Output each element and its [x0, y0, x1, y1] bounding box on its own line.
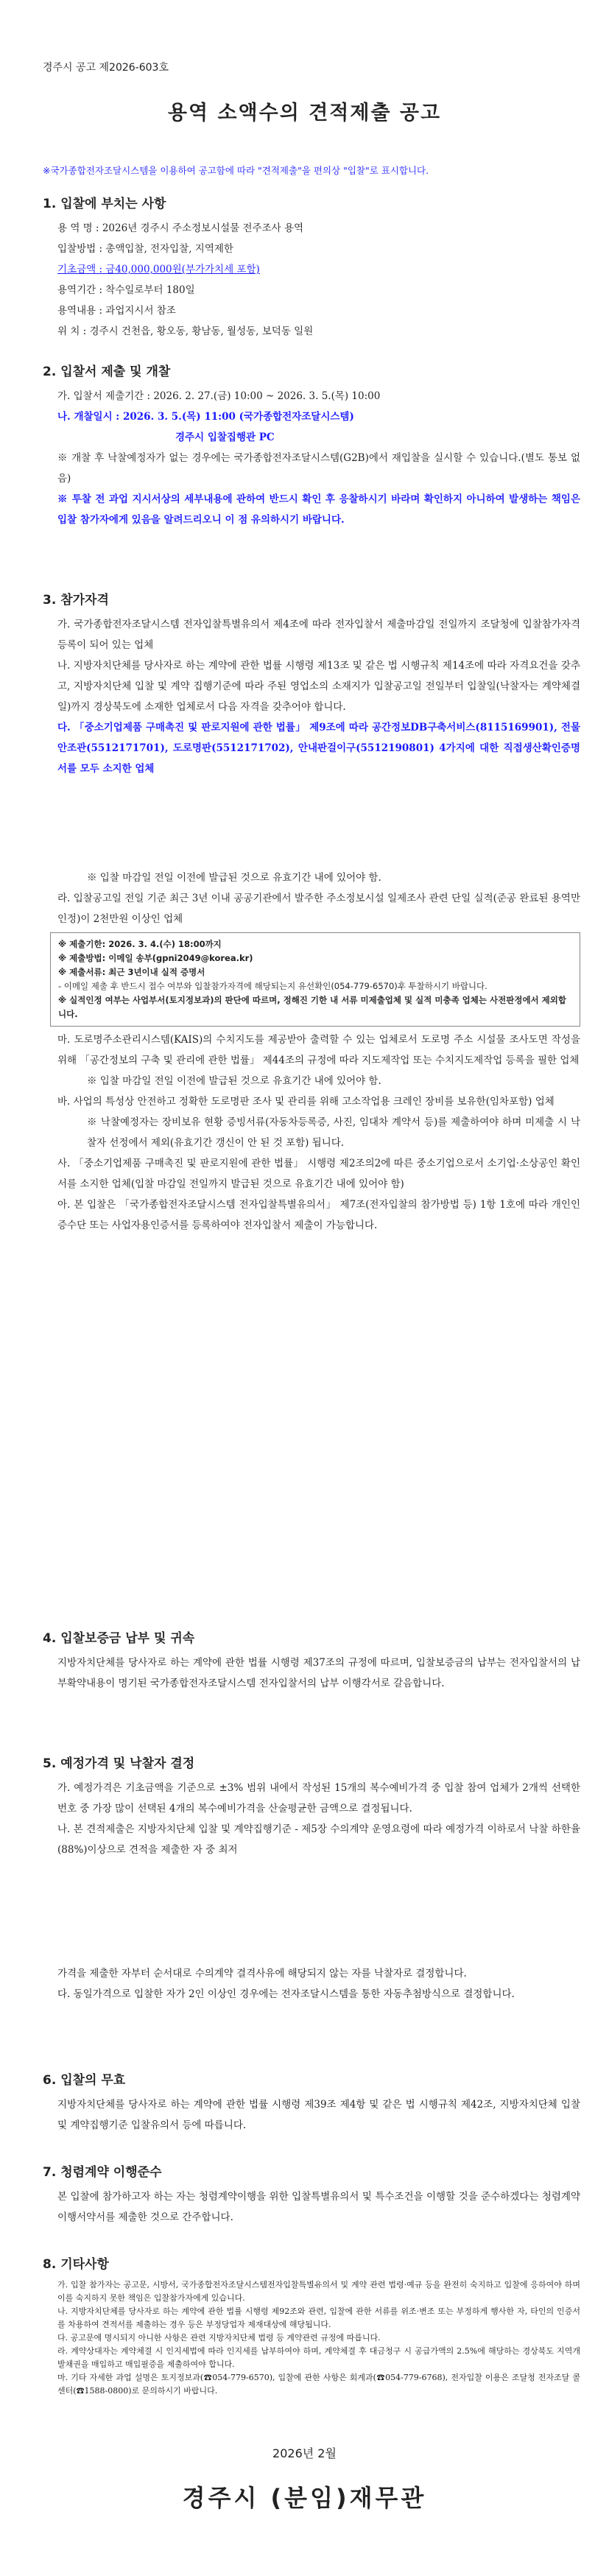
section-heading: 4. 입찰보증금 납부 및 귀속 — [43, 1631, 195, 1646]
list-item — [43, 2278, 580, 2305]
note — [43, 1112, 580, 1153]
item-text: 용역내용 : 과업지시서 참조 — [57, 305, 176, 317]
intro-note: ※국가종합전자조달시스템을 이용하여 공고함에 따라 "견적제출"을 편의상 "입찰"로 표시합니다. — [43, 165, 429, 176]
list-item — [43, 1819, 580, 1860]
section-1 — [43, 193, 580, 342]
box-line: ※ 제출서류: 최근 3년이내 실적 증명서 — [58, 967, 205, 977]
list-item — [43, 239, 580, 259]
note-text: ※ 입찰 마감일 전일 이전에 발급된 것으로 유효기간 내에 있어야 함. — [87, 872, 381, 884]
item-text: 경주시 입찰집행관 PC — [175, 432, 275, 443]
box-line: ※ 제출방법: 이메일 송부(gpni2049@korea.kr) — [58, 953, 253, 963]
item-text: 가. 예정가격은 기초금액을 기준으로 ±3% 범위 내에서 작성된 15개의 복수예비가격 중 입찰 참여 업체가 2개씩 선택한 번호 중 가장 많이 선택된 4개의 복수예비가격을 산술평균한 금액으로 결정됩니다. — [57, 1782, 580, 1815]
box-line: ※ 제출기한: 2026. 3. 4.(수) 18:00까지 — [58, 939, 222, 949]
item-text: 아. 본 입찰은 「국가종합전자조달시스템 전자입찰특별유의서」 제7조(전자입찰의 참가방법 등) 1항 1호에 따라 개인인증수단 또는 사업자용인증서를 등록하여야 전자입찰서 제출이 가능합니다. — [57, 1199, 580, 1231]
paragraph — [43, 1653, 580, 1694]
item-text: 기초금액 : 금40,000,000원(부가가치세 포함) — [57, 264, 260, 275]
list-item — [43, 427, 580, 448]
section-4 — [43, 1627, 580, 1694]
item-text: 마. 기타 자세한 과업 설명은 토지정보과(☎054-779-6570), 입찰에 관한 사항은 회계과(☎054-779-6768), 전자입찰 이용은 조달청 전자조달 콜센터(☎1588-0800)로 문의하시기 바랍니다. — [57, 2373, 580, 2396]
page-title: 용역 소액수의 견적제출 공고 — [167, 102, 442, 124]
section-heading: 3. 참가자격 — [43, 593, 109, 608]
note — [43, 1071, 580, 1091]
list-item — [43, 300, 580, 321]
item-text: 가. 입찰서 제출기간 : 2026. 2. 27.(금) 10:00 ~ 2026. 3. 5.(목) 10:00 — [57, 390, 381, 402]
list-item — [43, 888, 580, 929]
paragraph-text: 본 입찰에 참가하고자 하는 자는 청렴계약이행을 위한 입찰특별유의서 및 특수조건을 이행할 것을 준수하겠다는 청렴계약이행서약서를 제출한 것으로 간주합니다. — [57, 2191, 580, 2223]
item-text: 다. 동일가격으로 입찰한 자가 2인 이상인 경우에는 전자조달시스템을 통한 자동추첨방식으로 결정합니다. — [57, 1988, 515, 2000]
list-item — [43, 386, 580, 407]
paragraph-text: 지방자치단체를 당사자로 하는 계약에 관한 법률 시행령 제39조 제4항 및 같은 법 시행규칙 제42조, 지방자치단체 입찰 및 계약집행기준 입찰유의서 등에 따릅니다. — [57, 2099, 580, 2131]
item-text: 다. 공고문에 명시되지 아니한 사항은 관련 지방자치단체 법령 등 계약관련 규정에 따릅니다. — [57, 2333, 381, 2343]
submission-info-box — [50, 932, 580, 1027]
notice-number: 경주시 공고 제2026-603호 — [43, 62, 169, 74]
list-item — [43, 1778, 580, 1819]
blank-area — [43, 779, 580, 868]
item-text: 바. 사업의 특성상 안전하고 정확한 도로명판 조사 및 관리를 위해 고소작업용 크레인 장비를 보유한(임차포함) 업체 — [57, 1096, 555, 1108]
section-heading: 7. 청렴계약 이행준수 — [43, 2165, 162, 2180]
issuing-organization: 경주시 (분임)재무관 — [182, 2484, 427, 2512]
list-item — [43, 280, 580, 300]
item-text: 용 역 명 : 2026년 경주시 주소정보시설물 전주조사 용역 — [57, 222, 304, 234]
note-text: ※ 투찰 전 과업 지시서상의 세부내용에 관하여 반드시 확인 후 응찰하시기 바라며 확인하지 아니하여 발생하는 책임은 입찰 참가자에게 있음을 알려드리오니 이 점 유의하시기 바랍니다. — [57, 493, 580, 526]
section-6 — [43, 2069, 580, 2136]
list-item — [43, 218, 580, 239]
section-heading: 1. 입찰에 부치는 사항 — [43, 197, 166, 211]
list-item — [43, 259, 580, 280]
section-heading: 6. 입찰의 무효 — [43, 2073, 126, 2088]
section-heading: 2. 입찰서 제출 및 개찰 — [43, 365, 171, 379]
section-heading: 5. 예정가격 및 낙찰자 결정 — [43, 1756, 195, 1771]
item-text: 나. 지방자치단체를 당사자로 하는 계약에 관한 법률 시행령 제92조와 관련, 입찰에 관한 서류를 위조·변조 또는 부정하게 행사한 자, 타인의 인증서를 차용하여 견적서를 제출하는 경우 등은 부정당업자 제재대상에 해당됩니다. — [57, 2306, 580, 2329]
box-line: - 이메일 제출 후 반드시 접수 여부와 입찰참가자격에 해당되는지 유선확인(054-779-6570)후 투찰하시기 바랍니다. — [58, 981, 487, 991]
note-text: ※ 개찰 후 낙찰예정자가 없는 경우에는 국가종합전자조달시스템(G2B)에서 재입찰을 실시할 수 있습니다.(별도 통보 없음) — [57, 452, 580, 485]
item-text: 입찰방법 : 총액입찰, 전자입찰, 지역제한 — [57, 243, 233, 255]
list-item — [43, 1984, 580, 2005]
item-text: 사. 「중소기업제품 구매촉진 및 판로지원에 관한 법률」 시행령 제2조의2에 따른 중소기업으로서 소기업·소상공인 확인서를 소지한 업체(입찰 마감일 전일까지 발급된 것으로 유효기간 내에 있어야 함) — [57, 1158, 580, 1190]
list-item — [43, 2332, 580, 2345]
list-item — [43, 1153, 580, 1194]
list-item — [43, 2371, 580, 2398]
item-text: 위 치 : 경주시 건천읍, 황오동, 황남동, 월성동, 보덕동 일원 — [57, 325, 314, 337]
note — [43, 448, 580, 489]
closing-date: 2026년 2월 — [272, 2446, 337, 2460]
item-text: 가. 국가종합전자조달시스템 전자입찰특별유의서 제4조에 따라 전자입찰서 제출마감일 전일까지 조달청에 입찰참가자격 등록이 되어 있는 업체 — [57, 619, 580, 651]
paragraph-text: 지방자치단체를 당사자로 하는 계약에 관한 법률 시행령 제37조의 규정에 따르며, 입찰보증금의 납부는 전자입찰서의 납부확약내용이 명기된 국가종합전자조달시스템 전자입찰서의 납부 이행각서로 갈음합니다. — [57, 1657, 580, 1689]
list-item — [43, 407, 580, 427]
paragraph — [43, 2094, 580, 2136]
note — [43, 489, 580, 530]
section-2 — [43, 361, 580, 530]
note-text: ※ 낙찰예정자는 장비보유 현황 증빙서류(자동차등록증, 사진, 임대차 계약서 등)를 제출하여야 하며 미제출 시 낙찰자 선정에서 제외(유효기간 갱신이 안 된 것 포함) 됩니다. — [87, 1116, 580, 1149]
item-text: 마. 도로명주소관리시스템(KAIS)의 수치지도를 제공받아 출력할 수 있는 업체로서 도로명 주소 시설물 조사도면 작성을 위해 「공간정보의 구축 및 관리에 관한 법률」 제44조의 규정에 따라 지도제작업 또는 수치지도제작업 등록을 필한 업체 — [57, 1034, 580, 1066]
list-item — [43, 614, 580, 655]
item-text: 나. 지방자치단체를 당사자로 하는 계약에 관한 법률 시행령 제13조 및 같은 법 시행규칙 제14조에 따라 자격요건을 갖추고, 지방자치단체 입찰 및 계약 집행기준에 따라 주된 영업소의 소재지가 입찰공고일 전일부터 입찰일(낙찰자는 계약체결일)까지 경상북도에 소재한 업체로서 다음 자격을 갖추어야 합니다. — [57, 660, 580, 713]
note — [43, 868, 580, 888]
list-item — [43, 655, 580, 717]
box-line: ※ 실적인정 여부는 사업부서(토지정보과)의 판단에 따르며, 정해진 기한 내 서류 미제출업체 및 실적 미충족 업체는 사전판정에서 제외합니다. — [58, 995, 566, 1019]
item-text: 용역기간 : 착수일로부터 180일 — [57, 284, 195, 296]
item-text: 가. 입찰 참가자는 공고문, 시방서, 국가종합전자조달시스템전자입찰특별유의서 및 계약 관련 법령·예규 등을 완전히 숙지하고 입찰에 응하여야 하며 이를 숙지하지 못한 책임은 입찰참가자에게 있습니다. — [57, 2280, 580, 2303]
list-item — [43, 2305, 580, 2332]
item-text: 다. 「중소기업제품 구매촉진 및 판로지원에 관한 법률」 제9조에 따라 공간정보DB구축서비스(8115169901), 전물안조관(5512171701), 도로명판(5512171702), 안내판걸이구(5512190801) 4가지에 대한 직접생산확인증명서를 모두 소지한 업체 — [57, 722, 580, 775]
list-item — [43, 1091, 580, 1112]
section-heading: 8. 기타사항 — [43, 2257, 109, 2272]
paragraph — [43, 2186, 580, 2228]
section-5 — [43, 1753, 580, 2005]
section-7 — [43, 2161, 580, 2228]
list-item — [43, 1030, 580, 1071]
list-item — [43, 1194, 580, 1236]
list-item — [43, 2345, 580, 2371]
item-text: 나. 개찰일시 : 2026. 3. 5.(목) 11:00 (국가종합전자조달시스템) — [57, 411, 354, 423]
section-8 — [43, 2253, 580, 2398]
list-item — [43, 1963, 580, 1984]
item-text: 나. 본 견적제출은 지방자치단체 입찰 및 계약집행기준 - 제5장 수의계약 운영요령에 따라 예정가격 이하로서 낙찰 하한율(88%)이상으로 견적을 제출한 자 중 최저 — [57, 1823, 580, 1856]
blank-area — [43, 1860, 580, 1963]
item-text: 라. 입찰공고일 전일 기준 최근 3년 이내 공공기관에서 발주한 주소정보시설 일제조사 관련 단일 실적(준공 완료된 용역만 인정)이 2천만원 이상인 업체 — [57, 893, 580, 925]
item-text: 가격을 제출한 자부터 순서대로 수의계약 결격사유에 해당되지 않는 자를 낙찰자로 결정합니다. — [57, 1968, 467, 1979]
list-item — [43, 321, 580, 342]
item-text: 라. 계약상대자는 계약체결 시 인지세법에 따라 인지세를 납부하여야 하며, 계약체결 후 대금청구 시 공급가액의 2.5%에 해당하는 경상북도 지역개발채권을 매입하고 매입필증을 제출하여야 합니다. — [57, 2346, 580, 2369]
section-3 — [43, 589, 580, 1236]
note-text: ※ 입찰 마감일 전일 이전에 발급된 것으로 유효기간 내에 있어야 함. — [87, 1075, 381, 1087]
list-item — [43, 717, 580, 779]
